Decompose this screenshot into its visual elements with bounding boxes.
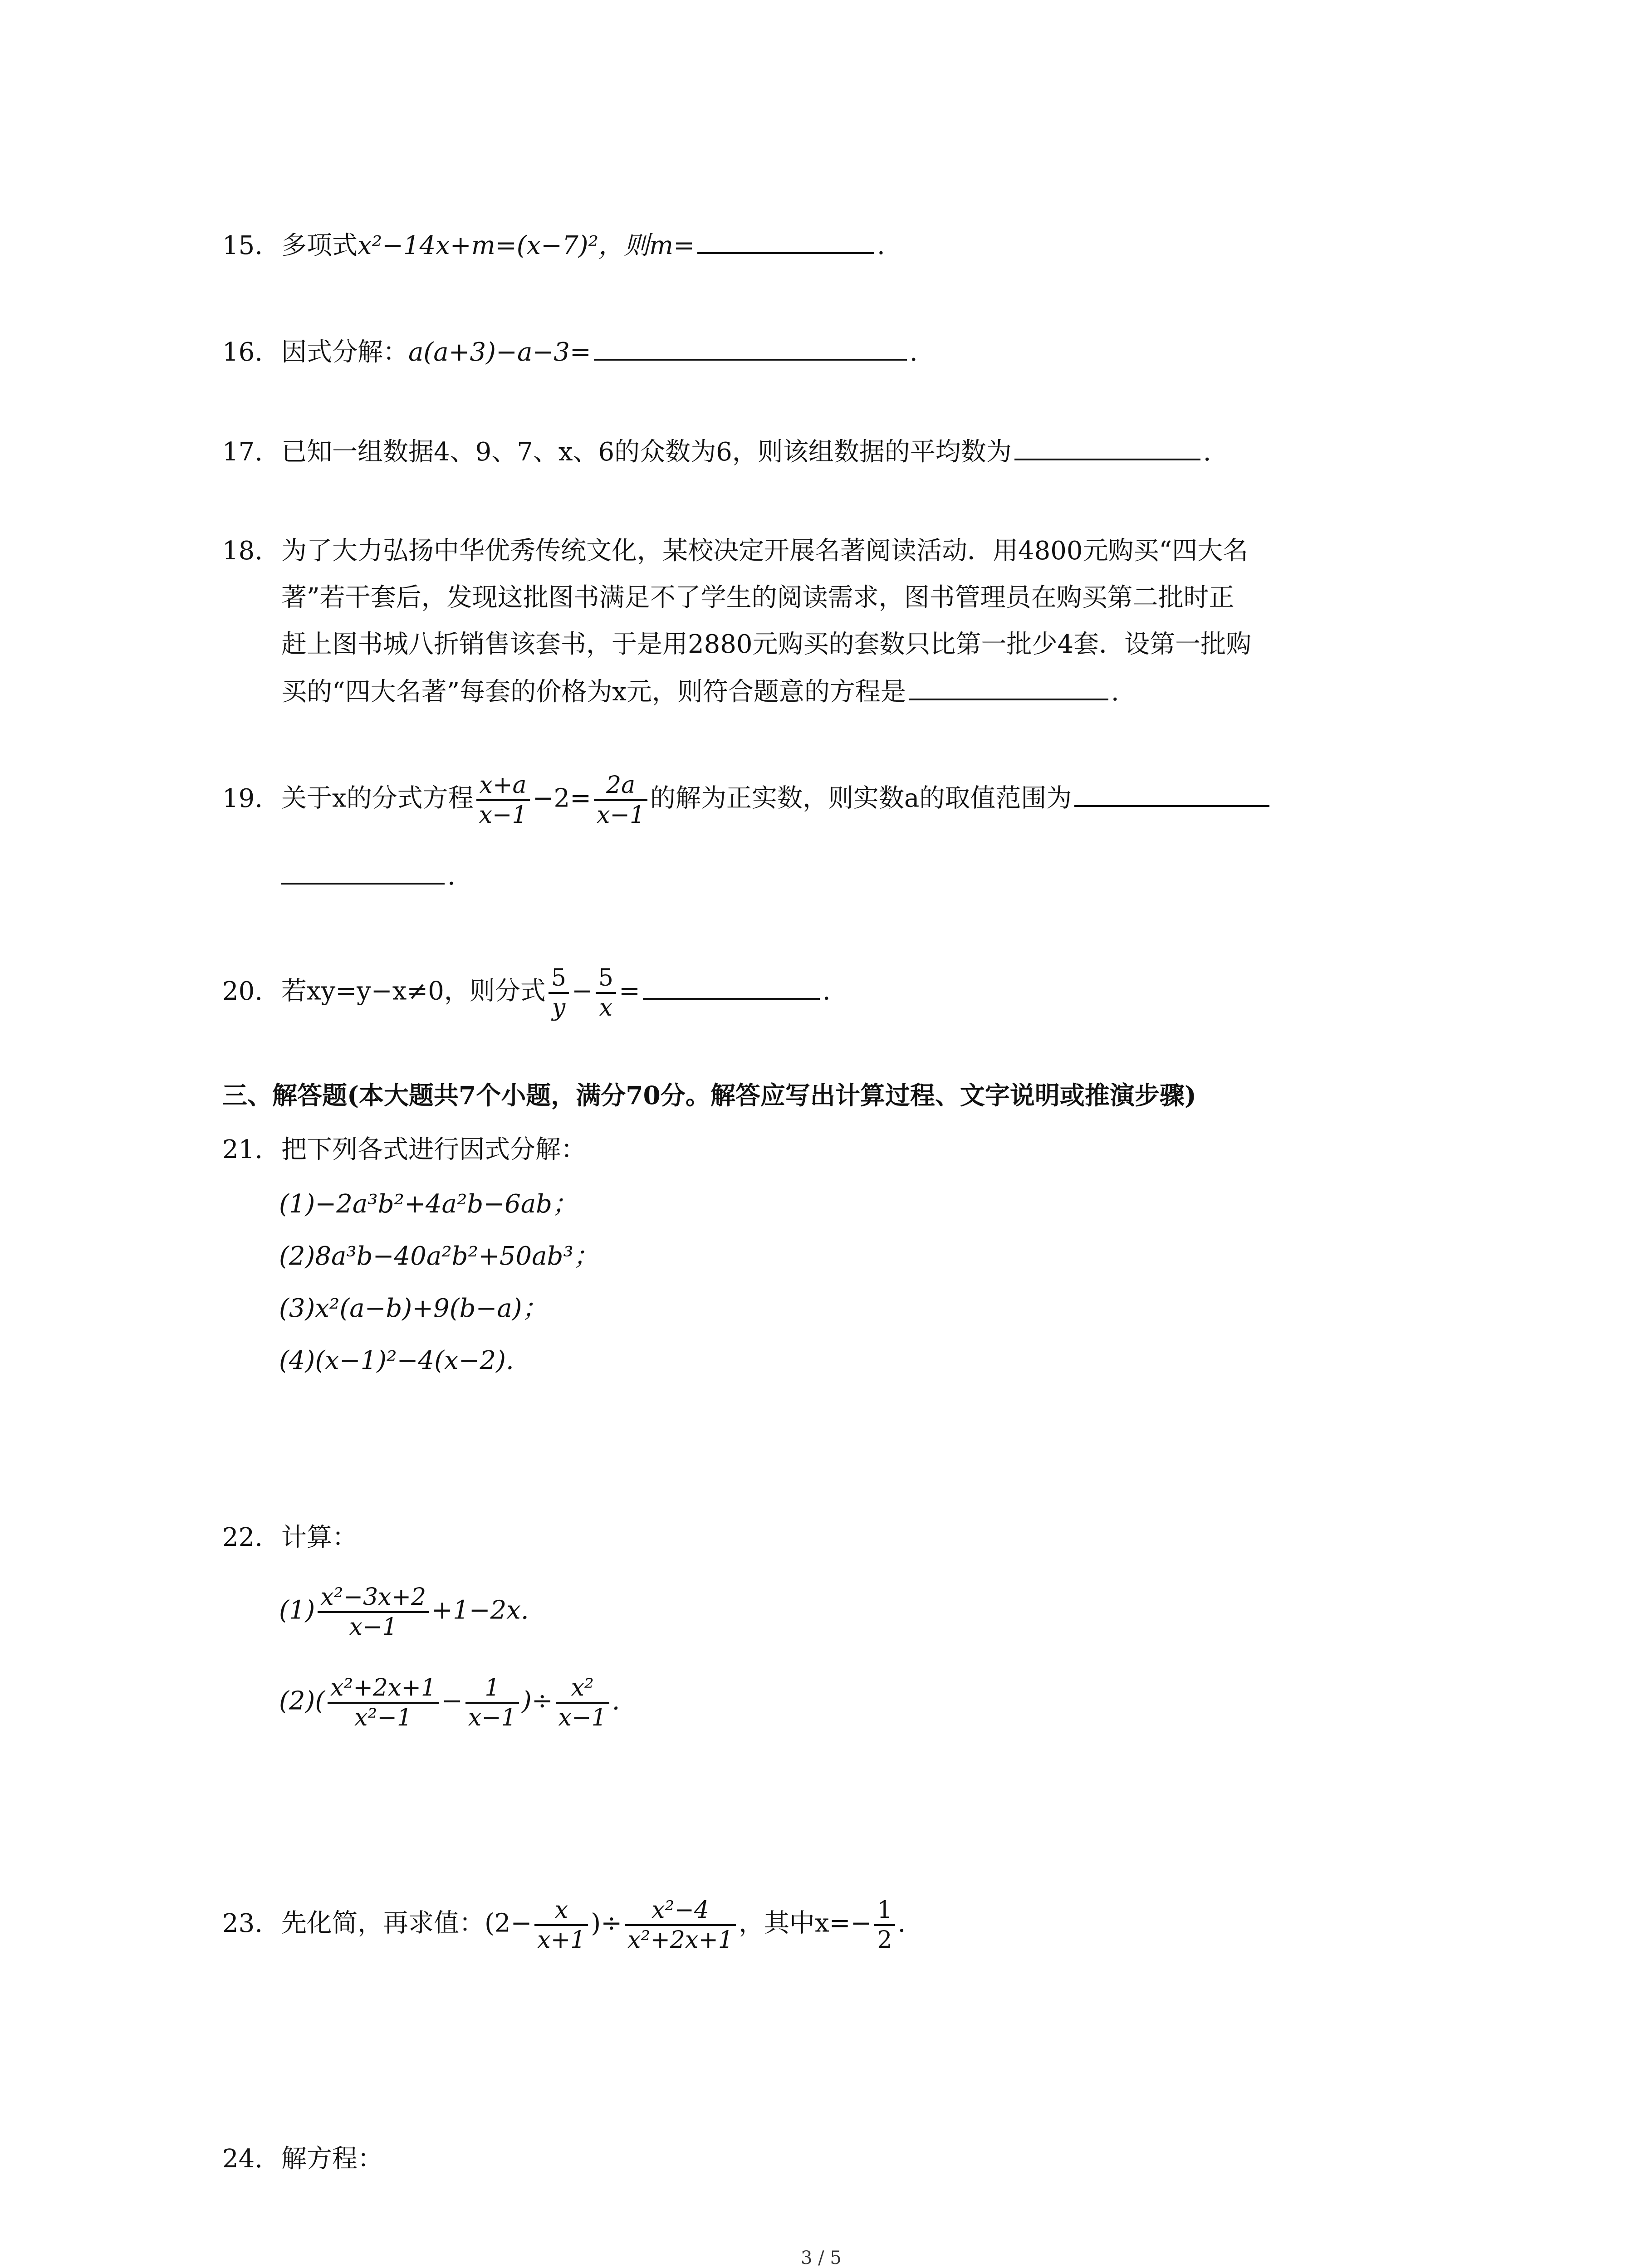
question-number: 18. — [222, 536, 263, 566]
question-text: 著”若干套后，发现这批图书满足不了学生的阅读需求，图书管理员在购买第二批时正 — [281, 583, 1234, 612]
question-text: 先化简，再求值：(2− — [281, 1908, 532, 1938]
end-period: . — [1111, 677, 1119, 707]
fraction — [596, 964, 616, 1022]
answer-blank[interactable] — [1014, 433, 1200, 460]
question-number: 19. — [222, 783, 263, 813]
question-math: −2= — [532, 783, 592, 813]
question-22-part-1 — [279, 1583, 529, 1641]
question-text: ，其中x=− — [738, 1908, 872, 1938]
fraction — [328, 1674, 439, 1732]
question-number: 22. — [222, 1523, 263, 1552]
part-label: (2)( — [279, 1686, 325, 1716]
question-number: 24. — [222, 2144, 263, 2174]
fraction-numerator: x²+2x+1 — [328, 1674, 439, 1704]
answer-blank[interactable] — [643, 973, 820, 1000]
question-text: 买的“四大名著”每套的价格为x元，则符合题意的方程是 — [281, 677, 906, 707]
question-text: 关于x的分式方程 — [281, 783, 474, 813]
question-math: x²−14x+m=(x−7)²，则m= — [358, 231, 695, 260]
fraction — [476, 771, 530, 829]
fraction-denominator: x−1 — [597, 802, 645, 829]
question-math: )÷ — [591, 1908, 622, 1938]
fraction-denominator: x — [599, 994, 613, 1022]
question-text: 若xy=y−x≠0，则分式 — [281, 976, 546, 1006]
question-21 — [222, 1132, 586, 1168]
fraction-numerator: x — [534, 1896, 588, 1926]
fraction-numerator: x²−3x+2 — [318, 1583, 429, 1613]
question-18-line-4 — [281, 673, 1119, 710]
fraction — [556, 1674, 609, 1732]
fraction-denominator: x−1 — [349, 1613, 397, 1641]
part-label: (1) — [279, 1595, 315, 1625]
end-period: . — [447, 861, 456, 891]
question-23 — [222, 1896, 906, 1954]
fraction — [318, 1583, 429, 1641]
fraction — [625, 1896, 736, 1954]
question-math: − — [441, 1686, 463, 1716]
question-18-line-3 — [281, 626, 1251, 663]
question-math: )÷ — [521, 1686, 553, 1716]
fraction-denominator: 2 — [877, 1926, 892, 1954]
fraction-numerator: 5 — [596, 964, 616, 994]
question-math: +1−2x. — [431, 1595, 529, 1625]
question-21-item-2: (2)8a³b−40a²b²+50ab³； — [279, 1242, 599, 1271]
answer-blank[interactable] — [909, 673, 1108, 700]
question-17 — [222, 433, 1211, 470]
end-period: . — [909, 337, 918, 367]
fraction-denominator: x²+2x+1 — [627, 1926, 733, 1954]
question-math: = — [618, 976, 640, 1006]
section-heading: 三、解答题(本大题共7个小题，满分70分。解答应写出计算过程、文字说明或推演步骤) — [222, 1080, 1196, 1110]
question-text: 赶上图书城八折销售该套书，于是用2880元购买的套数只比第一批少4套．设第一批购 — [281, 630, 1252, 659]
question-math: a(a+3)−a−3= — [408, 337, 591, 367]
question-text: 为了大力弘扬中华优秀传统文化，某校决定开展名著阅读活动．用4800元购买“四大名 — [281, 536, 1249, 566]
end-period: . — [822, 976, 831, 1006]
question-21-item-4: (4)(x−1)²−4(x−2). — [279, 1346, 514, 1375]
answer-blank[interactable] — [594, 333, 907, 361]
fraction-numerator: 5 — [549, 964, 569, 994]
fraction — [874, 1896, 895, 1954]
fraction-numerator: 2a — [594, 771, 647, 801]
end-period: . — [1203, 437, 1211, 467]
end-period: . — [897, 1908, 906, 1938]
end-period: . — [877, 231, 885, 260]
fraction-denominator: x−1 — [479, 802, 527, 829]
question-19-continuation — [281, 857, 456, 894]
fraction — [534, 1896, 588, 1954]
question-text: 的解为正实数，则实数a的取值范围为 — [650, 783, 1072, 813]
fraction-numerator: x² — [556, 1674, 609, 1704]
question-text: 因式分解： — [281, 337, 408, 367]
fraction-denominator: x−1 — [558, 1704, 607, 1731]
question-number: 21. — [222, 1135, 263, 1164]
page-number: 3 / 5 — [801, 2248, 842, 2268]
question-number: 23. — [222, 1908, 263, 1938]
fraction-numerator: 1 — [465, 1674, 519, 1704]
fraction-numerator: x²−4 — [625, 1896, 736, 1926]
fraction-denominator: x+1 — [537, 1926, 586, 1954]
question-number: 17. — [222, 437, 263, 467]
fraction — [594, 771, 647, 829]
question-math: − — [571, 976, 593, 1006]
answer-blank-continued[interactable] — [281, 857, 445, 885]
fraction-numerator: x+a — [476, 771, 530, 801]
fraction-denominator: y — [552, 994, 566, 1022]
question-text: 解方程： — [281, 2144, 383, 2174]
question-number: 15. — [222, 231, 263, 260]
question-number: 16. — [222, 337, 263, 367]
question-text: 计算： — [281, 1523, 358, 1552]
fraction-denominator: x−1 — [468, 1704, 516, 1731]
question-18-line-2 — [281, 580, 1234, 616]
question-20 — [222, 964, 831, 1022]
question-22 — [222, 1520, 358, 1556]
fraction-denominator: x²−1 — [354, 1704, 412, 1731]
question-22-part-2 — [279, 1674, 620, 1732]
question-text: 多项式 — [281, 231, 358, 260]
fraction — [465, 1674, 519, 1732]
fraction — [549, 964, 569, 1022]
fraction-numerator: 1 — [874, 1896, 895, 1926]
question-21-item-3: (3)x²(a−b)+9(b−a)； — [279, 1294, 548, 1323]
question-15 — [222, 227, 885, 264]
question-21-item-1: (1)−2a³b²+4a²b−6ab； — [279, 1189, 578, 1219]
answer-blank[interactable] — [1074, 780, 1269, 807]
answer-blank[interactable] — [697, 227, 874, 254]
end-period: . — [612, 1686, 620, 1716]
question-number: 20. — [222, 976, 263, 1006]
question-19 — [222, 771, 1272, 829]
question-24 — [222, 2141, 383, 2177]
question-16 — [222, 333, 918, 371]
question-text: 把下列各式进行因式分解： — [281, 1135, 586, 1164]
question-text: 已知一组数据4、9、7、x、6的众数为6，则该组数据的平均数为 — [281, 437, 1012, 467]
question-18-line-1 — [222, 533, 1248, 569]
